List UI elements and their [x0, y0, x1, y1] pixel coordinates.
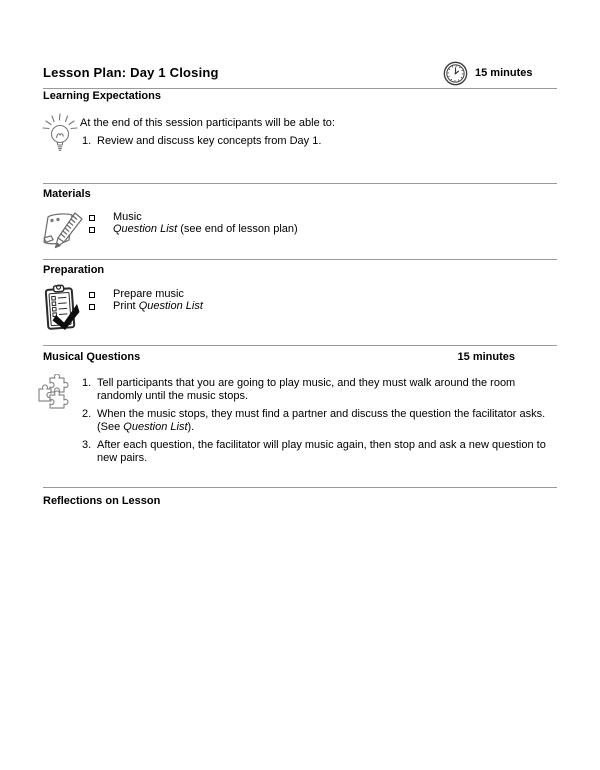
preparation-list — [89, 288, 203, 312]
materials-list — [89, 211, 298, 235]
musical-questions-heading: Musical Questions — [43, 351, 141, 363]
divider — [43, 345, 557, 346]
item-number: 2. — [82, 407, 92, 420]
list-item-label: Print Question List — [113, 300, 203, 312]
divider — [43, 183, 557, 184]
header-duration: 15 minutes — [475, 67, 533, 79]
materials-heading: Materials — [43, 188, 91, 200]
learning-expectations-intro: At the end of this session participants will be able to: — [80, 117, 335, 129]
list-item — [89, 223, 298, 235]
musical-questions-list — [82, 377, 556, 469]
clipboard-check-icon — [40, 284, 82, 332]
numbered-item — [82, 439, 556, 466]
item-text: When the music stops, they must find a partner and discuss the question the facilitator asks. (See Question List). — [97, 407, 546, 434]
item-number: 3. — [82, 438, 92, 451]
clock-icon — [443, 61, 468, 86]
light-bulb-icon — [40, 113, 80, 155]
page-title: Lesson Plan: Day 1 Closing — [43, 65, 219, 80]
divider — [43, 259, 557, 260]
item-text: Review and discuss key concepts from Day 1. — [97, 135, 322, 147]
divider — [43, 487, 557, 488]
musical-questions-duration: 15 minutes — [457, 351, 515, 363]
item-text: After each question, the facilitator will play music again, then stop and ask a new question to new pairs. — [97, 438, 546, 465]
divider — [43, 88, 557, 89]
list-item-label: Prepare music — [113, 288, 184, 300]
learning-expectations-heading: Learning Expectations — [43, 90, 161, 102]
numbered-item — [82, 408, 556, 435]
item-text: Tell participants that you are going to play music, and they must walk around the room randomly until the music stops. — [97, 377, 516, 403]
preparation-heading: Preparation — [43, 264, 105, 276]
numbered-item — [82, 377, 556, 404]
reflections-heading: Reflections on Lesson — [43, 495, 161, 507]
square-bullet-icon — [89, 304, 95, 310]
list-item-label: Music — [113, 211, 142, 223]
square-bullet-icon — [89, 292, 95, 298]
list-item-label: Question List (see end of lesson plan) — [113, 223, 298, 235]
square-bullet-icon — [89, 227, 95, 233]
square-bullet-icon — [89, 215, 95, 221]
list-item — [89, 300, 203, 312]
puzzle-pieces-icon — [36, 374, 76, 410]
item-number: 1. — [82, 135, 92, 147]
numbered-item — [82, 135, 556, 148]
list-item — [89, 288, 203, 300]
item-number: 1. — [82, 377, 92, 389]
notepad-pencil-icon — [38, 209, 86, 252]
list-item — [89, 211, 298, 223]
